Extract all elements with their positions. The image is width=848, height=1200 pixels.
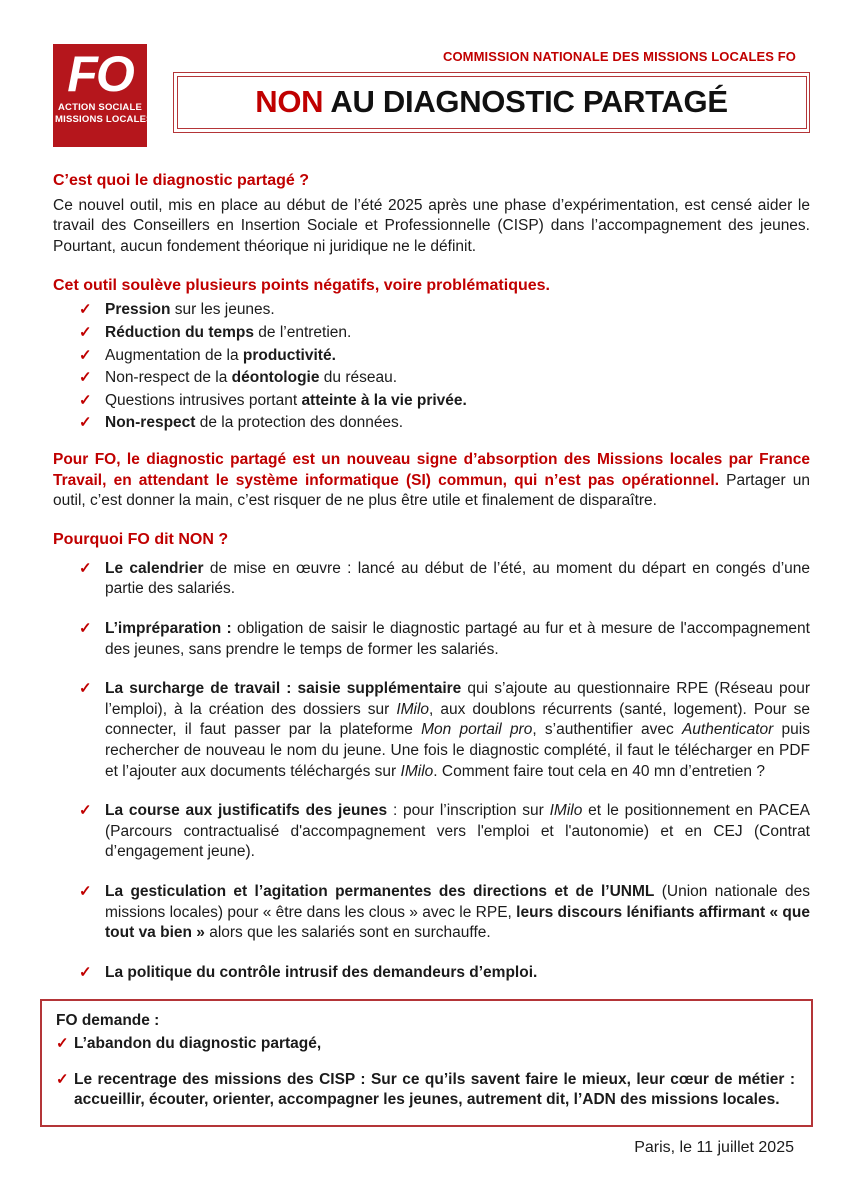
list-item-text: Le calendrier de mise en œuvre : lancé au début de l’été, au moment du départ en congés d’une partie des salariés. (105, 559, 810, 598)
absorption-paragraph: Pour FO, le diagnostic partagé est un nouveau signe d’absorption des Missions locales par France Travail, en attendant le système informatique (SI) commun, qui n’est pas opérationnel. Partager un outil, c’est donner la main, c’est risquer de ne plus être utile et finalement de disparaître. (53, 451, 810, 510)
list-item-text: La gesticulation et l’agitation permanentes des directions et de l’UNML (Union nationale des missions locales) pour « être dans les clous » avec le RPE, leurs discours lénifiants affirmant « que tout va bien » alors que les salariés sont en surchauffe. (105, 883, 810, 942)
check-icon: ✓ (79, 802, 92, 820)
list-item (79, 882, 810, 944)
check-icon: ✓ (79, 324, 92, 342)
list-item-text: Non-respect de la déontologie du réseau. (105, 369, 398, 387)
list-item (79, 801, 810, 863)
list-item (79, 323, 810, 344)
check-icon: ✓ (79, 414, 92, 432)
fo-logo (53, 44, 153, 147)
commission-label: COMMISSION NATIONALE DES MISSIONS LOCALES FO (442, 49, 796, 64)
demands-list (56, 1034, 795, 1111)
check-icon: ✓ (79, 391, 92, 409)
list-item (79, 391, 810, 412)
why-non-heading: Pourquoi FO dit NON ? (53, 530, 229, 548)
list-item-text: Réduction du temps de l’entretien. (105, 324, 352, 342)
check-icon: ✓ (56, 1035, 69, 1053)
date-line: Paris, le 11 juillet 2025 (634, 1138, 794, 1156)
document-header (53, 44, 810, 147)
check-icon: ✓ (79, 680, 92, 698)
fo-demands-box (40, 999, 813, 1126)
list-item (79, 559, 810, 600)
list-item-text: Augmentation de la productivité. (105, 346, 336, 364)
page-title: NON AU DIAGNOSTIC PARTAGÉ (255, 83, 728, 119)
fo-logo-subtitle-1: ACTION SOCIALE (57, 102, 143, 113)
check-icon: ✓ (79, 619, 92, 637)
check-icon: ✓ (79, 559, 92, 577)
why-non-list (53, 559, 810, 984)
title-box-inner (177, 76, 807, 130)
list-item-text: La course aux justificatifs des jeunes : pour l’inscription sur IMilo et le positionnement en PACEA (Parcours contractualisé d'accompagnement vers l'emploi et l'autonomie) et en CEJ (Contrat d’engagement jeune). (105, 802, 810, 861)
list-item (79, 346, 810, 367)
list-item (56, 1070, 795, 1111)
fo-logo-subtitle-2: MISSIONS LOCALES (55, 114, 153, 126)
list-item (79, 963, 810, 984)
check-icon: ✓ (79, 963, 92, 981)
list-item-text: Questions intrusives portant atteinte à la vie privée. (105, 391, 467, 409)
check-icon: ✓ (56, 1070, 69, 1088)
negatives-list (53, 300, 810, 434)
demands-intro: FO demande : (56, 1012, 160, 1030)
check-icon: ✓ (79, 301, 92, 319)
negatives-heading: Cet outil soulève plusieurs points négatifs, voire problématiques. (53, 276, 550, 294)
list-item (79, 300, 810, 321)
check-icon: ✓ (79, 369, 92, 387)
list-item-text: Non-respect de la protection des données. (105, 414, 404, 432)
check-icon: ✓ (79, 883, 92, 901)
list-item (79, 368, 810, 389)
list-item (79, 413, 810, 434)
fo-logo-text: FO (67, 46, 133, 102)
intro-paragraph: Ce nouvel outil, mis en place au début de l’été 2025 après une phase d’expérimentation, est censé aider le travail des Conseillers en Insertion Sociale et Professionnelle (CISP) dans l’accompagnement des jeunes. Pourtant, aucun fondement théorique ni juridique ne le définit. (53, 196, 810, 256)
title-box (173, 72, 810, 133)
list-item (56, 1034, 795, 1055)
check-icon: ✓ (79, 346, 92, 364)
list-item-text: L’abandon du diagnostic partagé, (74, 1035, 322, 1053)
list-item-text: Le recentrage des missions des CISP : Sur ce qu’ils savent faire le mieux, leur cœur de métier : accueillir, écouter, orienter, accompagner les jeunes, autrement dit, l’ADN des missions locales. (74, 1070, 795, 1109)
list-item-text: La politique du contrôle intrusif des demandeurs d’emploi. (105, 963, 538, 981)
intro-heading: C’est quoi le diagnostic partagé ? (53, 172, 310, 189)
list-item-text: La surcharge de travail : saisie supplémentaire qui s’ajoute au questionnaire RPE (Réseau pour l’emploi), à la création des dossiers sur IMilo, aux doublons récurrents (santé, logement). Pour se connecter, il faut passer par la plateforme Mon portail pro, s’authentifier avec Authenticator puis rechercher de nouveau le nom du jeune. Une fois le diagnostic complété, il faut le télécharger en PDF et l’ajouter aux documents téléchargés sur IMilo. Comment faire tout cela en 40 mn d’entretien ? (105, 680, 810, 780)
list-item (79, 679, 810, 782)
list-item-text: Pression sur les jeunes. (105, 301, 275, 319)
header-right (173, 48, 810, 133)
list-item-text: L’impréparation : obligation de saisir le diagnostic partagé au fur et à mesure de l'accompagnement des jeunes, sans prendre le temps de former les salariés. (105, 619, 810, 658)
list-item (79, 619, 810, 660)
